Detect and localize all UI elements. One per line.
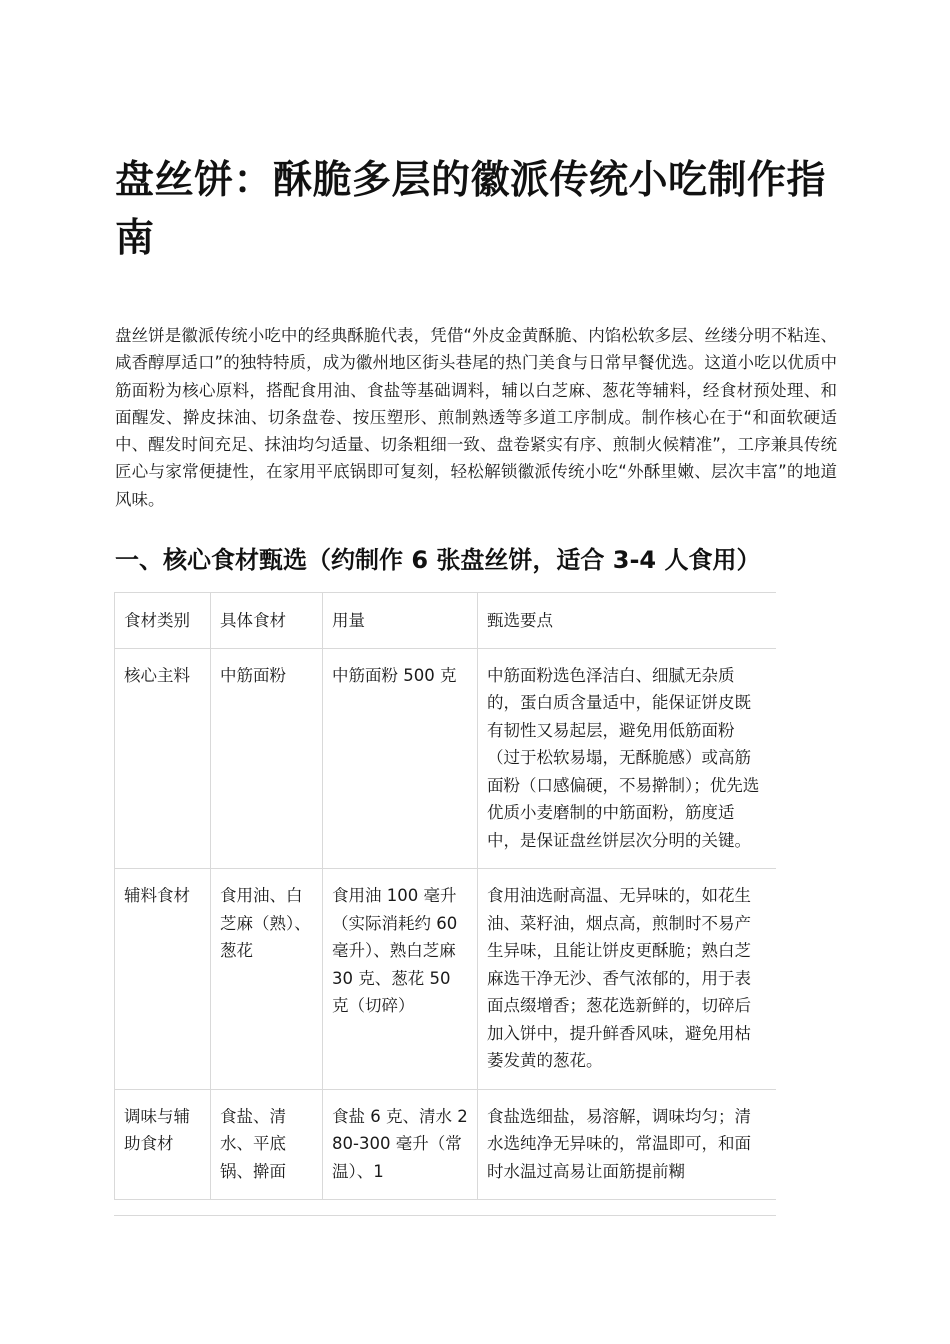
cell-amount: 中筋面粉 500 克 xyxy=(323,648,478,869)
cell-category: 核心主料 xyxy=(115,648,211,869)
document-title: 盘丝饼：酥脆多层的徽派传统小吃制作指南 xyxy=(115,158,827,261)
cell-category: 辅料食材 xyxy=(115,869,211,1090)
ingredients-table-container xyxy=(114,592,776,1216)
ingredients-table xyxy=(114,592,776,1200)
table-header-row xyxy=(115,593,777,649)
cell-ingredient: 食用油、白芝麻（熟）、葱花 xyxy=(211,869,323,1090)
cell-tips: 中筋面粉选色泽洁白、细腻无杂质的，蛋白质含量适中，能保证饼皮既有韧性又易起层，避免用低筋面粉（过于松软易塌，无酥脆感）或高筋面粉（口感偏硬，不易擀制）；优先选优质小麦磨制的中筋面粉，筋度适中，是保证盘丝饼层次分明的关键。 xyxy=(478,648,777,869)
header-amount: 用量 xyxy=(323,593,478,649)
section-heading-ingredients: 一、核心食材甄选（约制作 6 张盘丝饼，适合 3-4 人食用） xyxy=(115,546,761,574)
table-row xyxy=(115,648,777,869)
cell-tips: 食盐选细盐，易溶解，调味均匀；清水选纯净无异味的，常温即可，和面时水温过高易让面筋提前糊 xyxy=(478,1089,777,1200)
header-category: 食材类别 xyxy=(115,593,211,649)
cell-amount: 食盐 6 克、清水 280-300 毫升（常温）、1 xyxy=(323,1089,478,1200)
table-row xyxy=(115,869,777,1090)
cell-ingredient: 中筋面粉 xyxy=(211,648,323,869)
cell-tips: 食用油选耐高温、无异味的，如花生油、菜籽油，烟点高，煎制时不易产生异味，且能让饼皮更酥脆；熟白芝麻选干净无沙、香气浓郁的，用于表面点缀增香；葱花选新鲜的，切碎后加入饼中，提升鲜香风味，避免用枯萎发黄的葱花。 xyxy=(478,869,777,1090)
cell-ingredient: 食盐、清水、平底锅、擀面 xyxy=(211,1089,323,1200)
table-row xyxy=(115,1089,777,1200)
intro-paragraph: 盘丝饼是徽派传统小吃中的经典酥脆代表，凭借“外皮金黄酥脆、内馅松软多层、丝缕分明不粘连、咸香醇厚适口”的独特特质，成为徽州地区街头巷尾的热门美食与日常早餐优选。这道小吃以优质中筋面粉为核心原料，搭配食用油、食盐等基础调料，辅以白芝麻、葱花等辅料，经食材预处理、和面醒发、擀皮抹油、切条盘卷、按压塑形、煎制熟透等多道工序制成。制作核心在于“和面软硬适中、醒发时间充足、抹油均匀适量、切条粗细一致、盘卷紧实有序、煎制火候精准”，工序兼具传统匠心与家常便捷性，在家用平底锅即可复刻，轻松解锁徽派传统小吃“外酥里嫩、层次丰富”的地道风味。 xyxy=(115,326,837,509)
cell-category: 调味与辅助食材 xyxy=(115,1089,211,1200)
cell-amount: 食用油 100 毫升（实际消耗约 60 毫升）、熟白芝麻 30 克、葱花 50 克（切碎） xyxy=(323,869,478,1090)
header-tips: 甄选要点 xyxy=(478,593,777,649)
header-ingredient: 具体食材 xyxy=(211,593,323,649)
